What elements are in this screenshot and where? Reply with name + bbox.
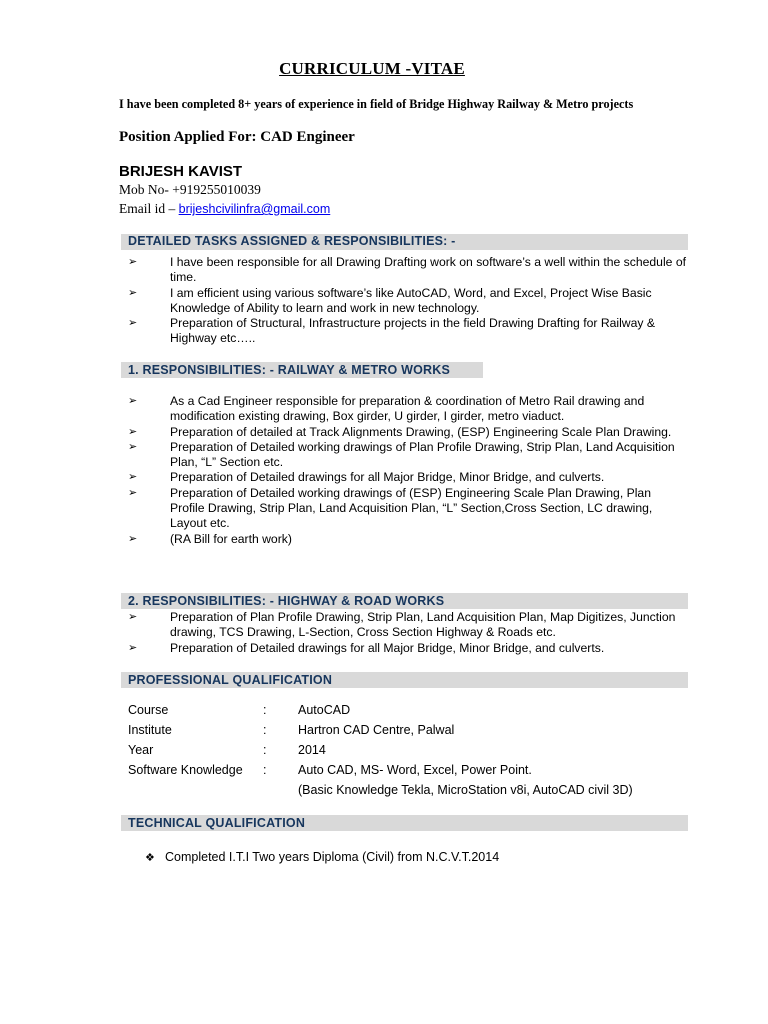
list-item	[128, 394, 688, 425]
diamond-bullet-icon: ❖	[145, 852, 155, 864]
arrow-bullet-icon: ➢	[128, 440, 138, 453]
tasks-list	[128, 255, 688, 347]
qualification-key: Software Knowledge	[128, 763, 243, 777]
experience-summary: I have been completed 8+ years of experience in field of Bridge Highway Railway & Metro projects	[119, 97, 634, 111]
list-item-text: (RA Bill for earth work)	[170, 531, 292, 546]
email-label: Email id –	[119, 201, 176, 216]
mobile-number: Mob No- +919255010039	[119, 182, 261, 197]
email-line	[119, 201, 330, 217]
qualification-value: 2014	[298, 743, 326, 757]
qualification-value: Auto CAD, MS- Word, Excel, Power Point.	[298, 763, 532, 777]
railway-heading: 1. RESPONSIBILITIES: - RAILWAY & METRO WORKS	[128, 363, 451, 377]
email-link[interactable]: brijeshcivilinfra@gmail.com	[178, 202, 331, 216]
arrow-bullet-icon: ➢	[128, 286, 138, 299]
highway-heading: 2. RESPONSIBILITIES: - HIGHWAY & ROAD WORKS	[128, 594, 445, 608]
candidate-name: BRIJESH KAVIST	[119, 163, 243, 180]
professional-heading: PROFESSIONAL QUALIFICATION	[128, 673, 333, 687]
list-item	[128, 532, 688, 547]
arrow-bullet-icon: ➢	[128, 256, 138, 268]
list-item-text: Preparation of Detailed drawings for all Major Bridge, Minor Bridge, and culverts.	[170, 470, 605, 485]
list-item-text: Preparation of detailed at Track Alignments Drawing, (ESP) Engineering Scale Plan Drawing.	[170, 424, 672, 439]
list-item	[128, 425, 688, 440]
list-item-text: Preparation of Detailed working drawings of (ESP) Engineering Scale Plan Drawing, Plan Profile Drawing, Strip Plan, Land Acquisition Plan, “L” Section,Cross Section, LC drawing, Layout etc.	[170, 485, 653, 531]
list-item-text: Completed I.T.I Two years Diploma (Civil) from N.C.V.T.2014	[165, 850, 500, 864]
qualification-key: Year	[128, 743, 154, 757]
list-item	[128, 641, 688, 656]
arrow-bullet-icon: ➢	[128, 486, 138, 499]
technical-heading: TECHNICAL QUALIFICATION	[128, 816, 306, 830]
arrow-bullet-icon: ➢	[128, 395, 138, 407]
qualification-value: AutoCAD	[298, 703, 351, 717]
qualification-separator: :	[263, 703, 267, 717]
list-item	[128, 610, 688, 641]
list-item-text: I am efficient using various software’s like AutoCAD, Word, and Excel, Project Wise Basic Knowledge of Ability to learn and work in new technology.	[170, 285, 652, 315]
qualification-value: Hartron CAD Centre, Palwal	[298, 723, 455, 737]
list-item-text: Preparation of Plan Profile Drawing, Strip Plan, Land Acquisition Plan, Map Digitizes, Junction drawing, TCS Drawing, L-Section, Cross Section Highway & Roads etc.	[170, 610, 676, 640]
qualification-key: Institute	[128, 723, 172, 737]
list-item-text: Preparation of Detailed drawings for all Major Bridge, Minor Bridge, and culverts.	[170, 640, 605, 655]
qualification-value: (Basic Knowledge Tekla, MicroStation v8i, AutoCAD civil 3D)	[298, 783, 633, 797]
technical-list	[145, 850, 499, 864]
cv-title: CURRICULUM -VITAE	[279, 59, 465, 78]
position-applied: Position Applied For: CAD Engineer	[119, 129, 355, 145]
arrow-bullet-icon: ➢	[128, 641, 138, 654]
list-item	[128, 316, 688, 347]
tasks-heading: DETAILED TASKS ASSIGNED & RESPONSIBILITIES: -	[128, 234, 456, 248]
list-item-text: Preparation of Structural, Infrastructure projects in the field Drawing Drafting for Railway & Highway etc…..	[170, 316, 656, 346]
list-item-text: I have been responsible for all Drawing Drafting work on software’s a well within the schedule of time.	[170, 255, 686, 285]
qualification-key: Course	[128, 703, 169, 717]
qualification-separator: :	[263, 743, 267, 757]
list-item	[145, 850, 499, 864]
arrow-bullet-icon: ➢	[128, 425, 138, 438]
arrow-bullet-icon: ➢	[128, 611, 138, 623]
highway-list	[128, 610, 688, 656]
list-item	[128, 440, 688, 471]
qualification-separator: :	[263, 763, 267, 777]
qualification-separator: :	[263, 723, 267, 737]
arrow-bullet-icon: ➢	[128, 532, 138, 545]
list-item-text: Preparation of Detailed working drawings of Plan Profile Drawing, Strip Plan, Land Acquisition Plan, “L” Section etc.	[170, 439, 675, 470]
list-item	[128, 486, 688, 532]
railway-list	[128, 394, 688, 547]
arrow-bullet-icon: ➢	[128, 471, 138, 484]
list-item-text: As a Cad Engineer responsible for preparation & coordination of Metro Rail drawing and modification existing drawing, Box girder, U girder, I girder, metro viaduct.	[170, 394, 645, 424]
arrow-bullet-icon: ➢	[128, 317, 138, 330]
list-item	[128, 470, 688, 485]
list-item	[128, 255, 688, 286]
list-item	[128, 286, 688, 317]
